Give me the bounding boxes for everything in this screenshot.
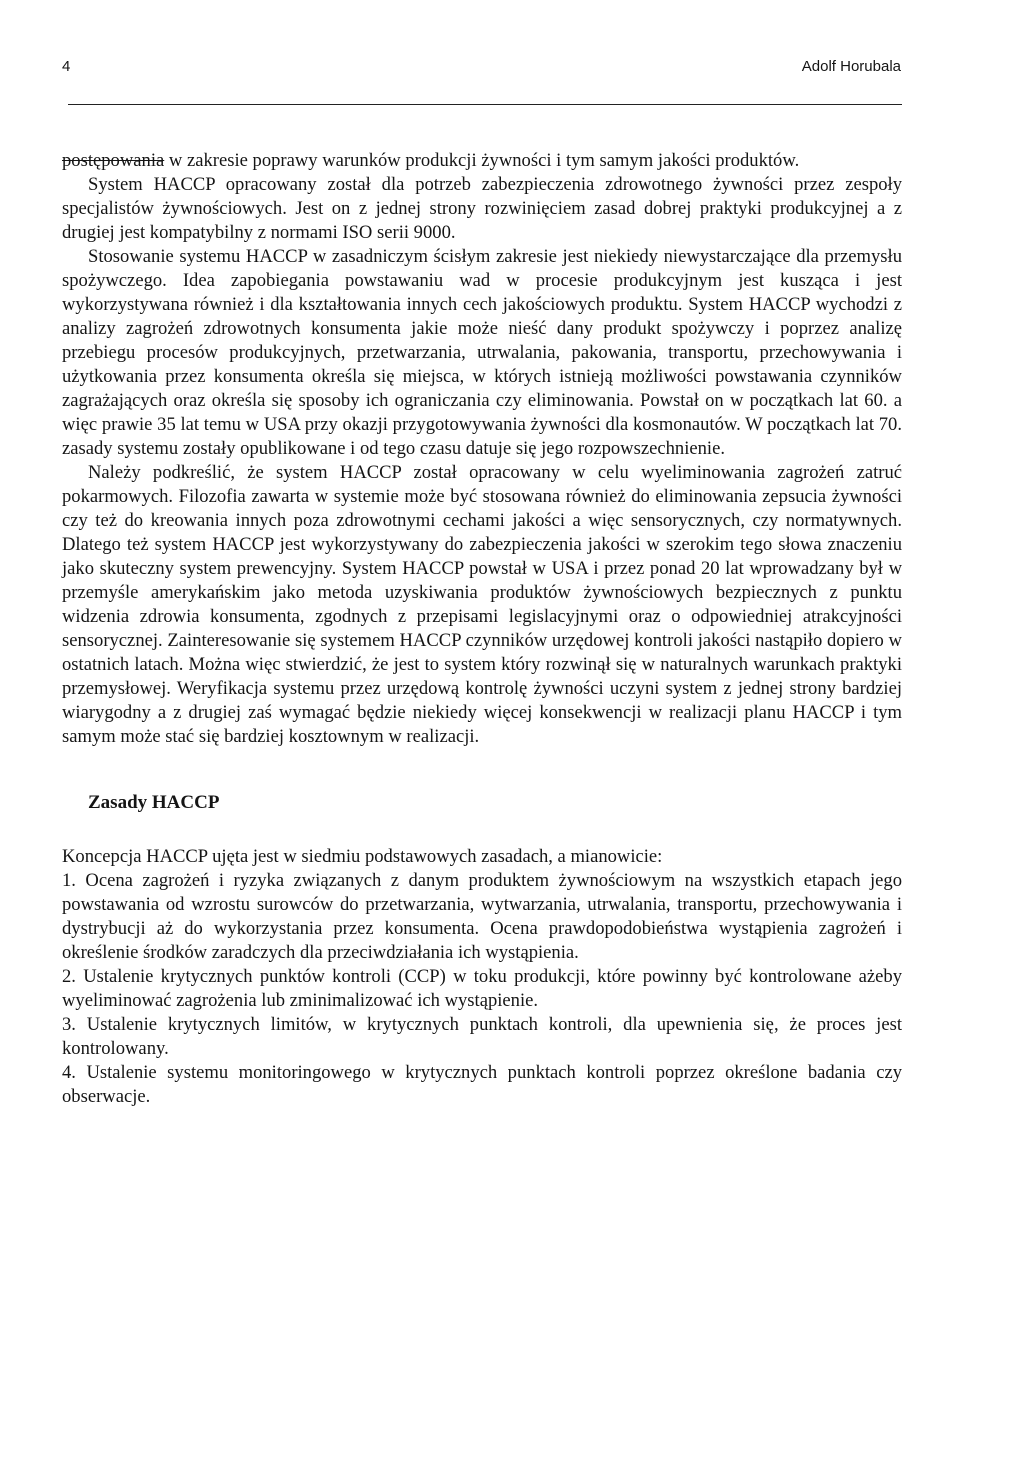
principle-item-2: 2. Ustalenie krytycznych punktów kontroli (CCP) w toku produkcji, które powinny być kontrolowane ażeby wyeliminować zagrożenia lub zminimalizować ich wystąpienie. [62,966,902,1011]
paragraph-haccp-philosophy: Należy podkreślić, że system HACCP został opracowany w celu wyeliminowania zagrożeń zatruć pokarmowych. Filozofia zawarta w systemie może być stosowana również do eliminowania zepsucia żywności czy też do kreowania innych poza zdrowotnymi cechami jakości a więc sensorycznych, czy normatywnych. Dlatego też system HACCP jest wykorzystywany do zabezpieczenia jakości w szerokim tego słowa znaczeniu jako skuteczny system prewencyjny. System HACCP powstał w USA i przez ponad 20 lat wprowadzany był w przemyśle amerykańskim jako metoda uzyskiwania produktów żywnościowych bezpiecznych z punktu widzenia zdrowia konsumenta, zgodnych z przepisami legislacyjnymi oraz o odpowiedniej atrakcyjności sensorycznej. Zainteresowanie się systemem HACCP czynników urzędowej kontroli jakości nastąpiło dopiero w ostatnich latach. Można więc stwierdzić, że jest to system który rozwinął się w naturalnych warunkach praktyki przemysłowej. Weryfikacja systemu przez urzędową kontrolę żywności uczyni system z jednej strony bardziej wiarygodny a z drugiej zaś wymagać będzie niekiedy więcej konsekwencji w realizacji planu HACCP i tym samym może stać się bardziej kosztownym w realizacji. [62,462,902,747]
page-number: 4 [62,58,71,75]
paragraph-continued [62,149,902,173]
principle-item-4: 4. Ustalenie systemu monitoringowego w krytycznych punktach kontroli poprzez określone badania czy obserwacje. [62,1062,902,1107]
running-head-author: Adolf Horubala [801,58,901,75]
paragraph-continued-text: w zakresie poprawy warunków produkcji żywności i tym samym jakości produktów. [164,150,800,171]
principle-item-1: 1. Ocena zagrożeń i ryzyka związanych z danym produktem żywnościowym na wszystkich etapach jego powstawania od wzrostu surowców do przetwarzania, wytwarzania, utrwalania, transportu, przechowywania i dystrybucji aż do wykorzystania przez konsumenta. Ocena prawdopodobieństwa wystąpienia zagrożeń i określenie środków zaradczych dla przeciwdziałania ich wystąpienia. [62,870,902,963]
header-rule [68,104,902,105]
principles-intro: Koncepcja HACCP ujęta jest w siedmiu podstawowych zasadach, a mianowicie: [62,846,663,867]
struck-word: postępowania [62,150,165,171]
body-text [62,149,902,1109]
paragraph-haccp-usage: Stosowanie systemu HACCP w zasadniczym ścisłym zakresie jest niekiedy niewystarczające dla przemysłu spożywczego. Idea zapobiegania powstawaniu wad w procesie produkcyjnym jest kusząca i jest wykorzystywana również i dla kształtowania innych cech jakościowych produktu. System HACCP wychodzi z analizy zagrożeń zdrowotnych konsumenta jakie może nieść dany produkt spożywczy i poprzez analizę przebiegu procesów produkcyjnych, przetwarzania, utrwalania, pakowania, transportu, przechowywania i użytkowania przez konsumenta określa się miejsca, w których istnieją możliwości powstawania czynników zagrażających oraz określa się sposoby ich ograniczania czy eliminowania. Powstał on w początkach lat 60. a więc prawie 35 lat temu w USA przy okazji przygotowywania żywności dla kosmonautów. W początkach lat 70. zasady systemu zostały opublikowane i od tego czasu datuje się jego rozpowszechnienie. [62,246,902,459]
principle-item-3: 3. Ustalenie krytycznych limitów, w krytycznych punktach kontroli, dla upewnienia się, że proces jest kontrolowany. [62,1014,902,1059]
page-header [62,58,907,82]
paragraph-haccp-intro: System HACCP opracowany został dla potrzeb zabezpieczenia zdrowotnego żywności przez zespoły specjalistów żywnościowych. Jest on z jednej strony rozwinięciem zasad dobrej praktyki produkcyjnej a z drugiej jest kompatybilny z normami ISO serii 9000. [62,174,902,243]
section-heading: Zasady HACCP [88,792,220,813]
